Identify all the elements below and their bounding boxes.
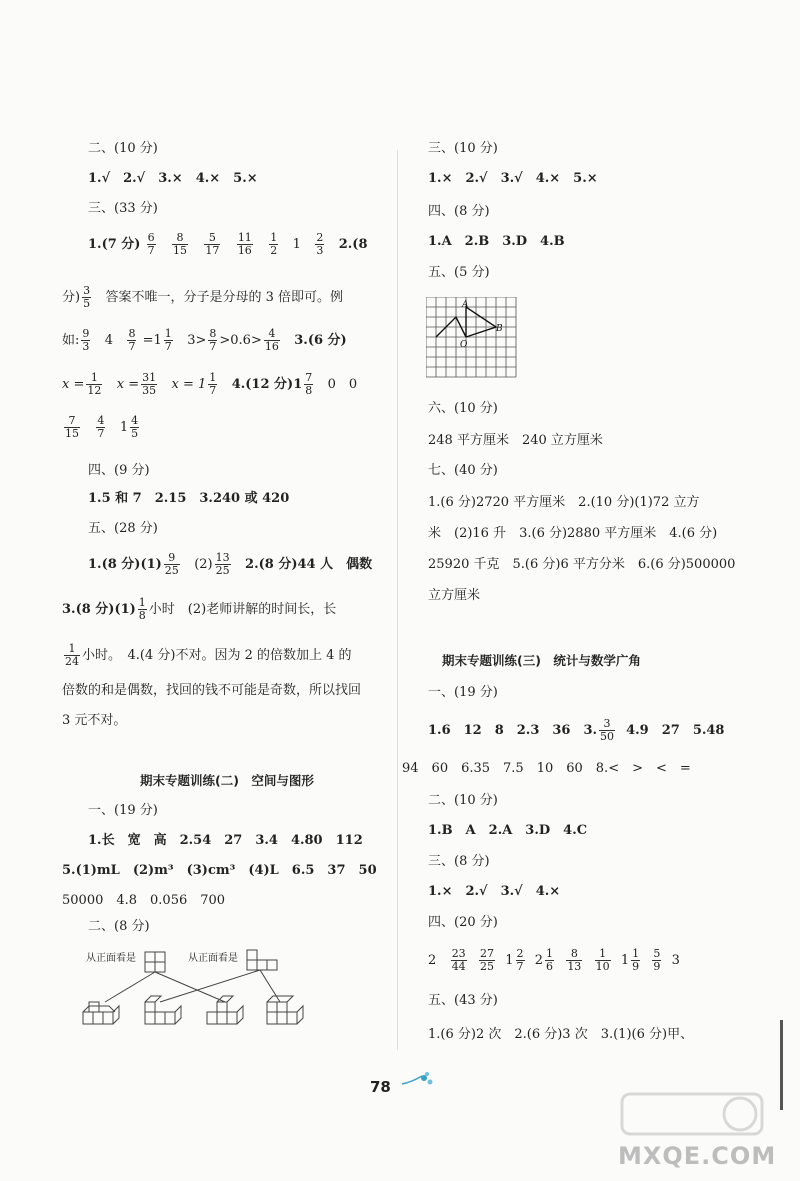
answer-line: 1.(8 分)(1) $\frac{9}{25}$ (2) $\frac{13}{25}$ 2.(8 分)44 人 偶数 [88,551,373,577]
watermark-text: MXQE.COM [618,1142,777,1170]
answer-line: 2 $\frac{23}{44}$ $\frac{27}{25}$ 1 $\frac{2}{7}$ 2 $\frac{1}{6}$ $\frac{8}{13}$ $\frac{1}{10}$ 1 $\frac{1}{9}$ $\frac{5}{9}$ 3 [428,947,680,973]
answer-line: 50000 4.8 0.056 700 [62,893,226,908]
answer-line: 94 60 6.35 7.5 10 60 8.< > < = [402,761,691,776]
answer-line: 1.(6 分)2720 平方厘米 2.(10 分)(1)72 立方 [428,495,700,510]
fraction: $\frac{6}{7}$ [147,231,155,257]
view-matching-diagram [75,940,315,1040]
fraction: $\frac{2}{3}$ [316,231,324,257]
answer-line: 1.× 2.√ 3.√ 4.× 5.× [428,171,598,186]
answer-line: 1.5 和 7 2.15 3.240 或 420 [88,491,290,506]
answer-line: 3 元不对。 [62,713,127,728]
answer-line: 1.√ 2.√ 3.× 4.× 5.× [88,171,258,186]
section-heading: 四、(20 分) [428,915,498,930]
answer-line: 248 平方厘米 240 立方厘米 [428,433,603,448]
section-title: 期末专题训练(三) 统计与数学广角 [442,653,641,668]
answer-line: 25920 千克 5.(6 分)6 平方分米 6.(6 分)500000 [428,557,736,572]
answer-line: 5.(1)mL (2)m³ (3)cm³ (4)L 6.5 37 50 [62,863,377,878]
section-heading: 一、(19 分) [428,685,498,700]
answer-line: 3.(8 分)(1) $\frac{1}{8}$ 小时 (2)老师讲解的时间长，长 [62,596,337,622]
section-heading: 三、(8 分) [428,854,490,869]
answer-line: 1.长 宽 高 2.54 27 3.4 4.80 112 [88,833,363,848]
grid-figure [426,297,518,383]
answer-line: $\frac{7}{15}$ $\frac{4}{7}$ 1 $\frac{4}{5}$ [65,414,139,440]
answer-line: 分) $\frac{3}{5}$ 答案不唯一，分子是分母的 3 倍即可。例 [62,284,344,310]
section-heading: 三、(10 分) [428,141,498,156]
section-heading: 四、(8 分) [428,204,490,219]
section-title: 期末专题训练(二) 空间与图形 [140,773,314,788]
answer-line: 1.6 12 8 2.3 36 3. $\frac{3}{50}$ 4.9 27 5.48 [428,717,725,743]
answer-line: 如: $\frac{9}{3}$ 4 $\frac{8}{7}$ =1 $\frac{1}{7}$ 3> $\frac{8}{7}$ >0.6> $\frac{4}{16}$ 3.(6 分) [62,327,347,353]
page-edge [780,1020,783,1110]
watermark-logo [620,1090,770,1138]
answer-line: x = $\frac{1}{12}$ x = $\frac{31}{35}$ x = 1 $\frac{1}{7}$ 4.(12 分)1 $\frac{7}{8}$ 0 0 [62,371,358,397]
section-heading: 一、(19 分) [88,803,158,818]
answer-line: 立方厘米 [428,588,481,603]
leaf-ornament-icon [400,1070,440,1092]
section-heading: 六、(10 分) [428,401,498,416]
section-heading: 二、(10 分) [88,141,158,156]
answer-line: 1.(6 分)2 次 2.(6 分)3 次 3.(1)(6 分)甲、 [428,1027,694,1042]
answer-line: 1.× 2.√ 3.√ 4.× [428,884,561,899]
point-label: A [462,300,469,310]
column-divider [397,150,398,1050]
section-heading: 二、(8 分) [88,919,150,934]
answer-line: 倍数的和是偶数，找回的钱不可能是奇数，所以找回 [62,683,362,698]
fraction: $\frac{8}{15}$ [173,231,187,257]
section-heading: 五、(5 分) [428,265,490,280]
section-heading: 二、(10 分) [428,793,498,808]
section-heading: 三、(33 分) [88,201,158,216]
page-number: 78 [370,1078,391,1096]
section-heading: 七、(40 分) [428,463,498,478]
fraction: $\frac{3}{5}$ [83,284,91,310]
point-label: O [460,340,468,350]
section-heading: 五、(43 分) [428,993,498,1008]
answer-line: 1.B A 2.A 3.D 4.C [428,823,588,838]
fraction: $\frac{5}{17}$ [205,231,220,257]
answer-line: 1.A 2.B 3.D 4.B [428,234,565,249]
point-label: B [496,324,503,334]
section-heading: 五、(28 分) [88,521,158,536]
view-label: 从正面看是 [86,953,136,964]
fraction: $\frac{1}{2}$ [270,231,278,257]
answer-line: 米 (2)16 升 3.(6 分)2880 平方厘米 4.(6 分) [428,526,718,541]
fraction: $\frac{11}{16}$ [237,231,252,257]
answer-line: $\frac{1}{24}$ 小时。 4.(4 分)不对。因为 2 的倍数加上 4 的 [65,642,352,668]
section-heading: 四、(9 分) [88,463,150,478]
view-label: 从正面看是 [188,953,238,964]
answer-line: 1.(7 分) $\frac{6}{7}$ $\frac{8}{15}$ $\frac{5}{17}$ $\frac{11}{16}$ $\frac{1}{2}$ 1 $\frac{2}{3}$ 2.(8 [88,231,368,257]
